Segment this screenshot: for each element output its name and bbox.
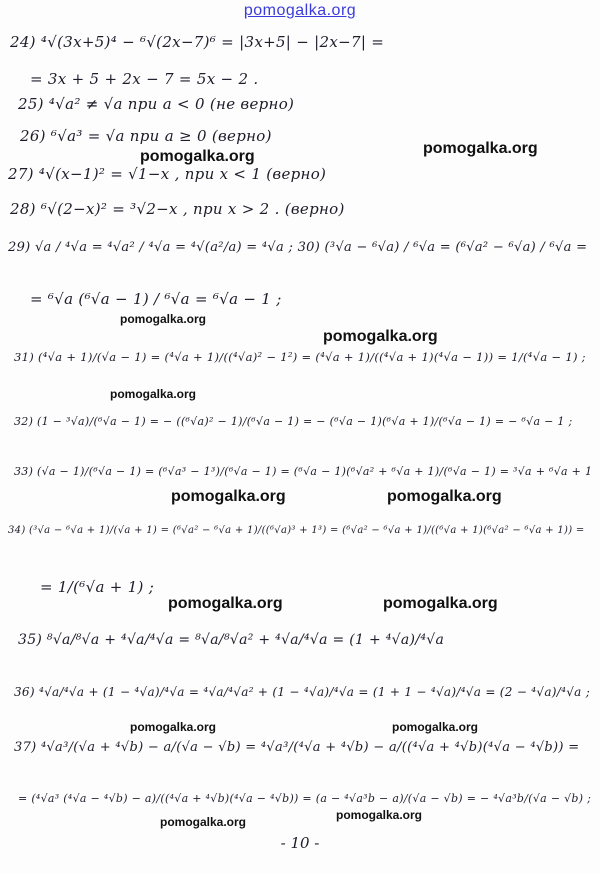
watermark: pomogalka.org: [387, 488, 502, 505]
solution-36: 36) ⁴√a/⁴√a + (1 − ⁴√a)/⁴√a = ⁴√a/⁴√a² + (1 − ⁴√a)/⁴√a = (1 + 1 − ⁴√a)/⁴√a = (2 − ⁴√a)/⁴√a ;: [14, 685, 591, 699]
watermark: pomogalka.org: [336, 808, 423, 822]
solution-26: 26) ⁶√a³ = √a при a ≥ 0 (верно): [20, 127, 272, 145]
watermark: pomogalka.org: [383, 595, 498, 612]
watermark: pomogalka.org: [140, 148, 255, 165]
watermark: pomogalka.org: [171, 488, 286, 505]
solution-29-30: 29) √a / ⁴√a = ⁴√a² / ⁴√a = ⁴√(a²/a) = ⁴√a ; 30) (³√a − ⁶√a) / ⁶√a = (⁶√a² − ⁶√a) / ⁶√a =: [8, 240, 588, 255]
watermark: pomogalka.org: [168, 595, 283, 612]
solution-27: 27) ⁴√(x−1)² = √1−x , при x < 1 (верно): [8, 165, 327, 183]
solution-34: 34) (³√a − ⁶√a + 1)/(√a + 1) = (⁶√a² − ⁶√a + 1)/((⁶√a)³ + 1³) = (⁶√a² − ⁶√a + 1)/((⁶√a + 1)(⁶√a² − ⁶√a + 1)) =: [8, 525, 585, 536]
watermark: pomogalka.org: [423, 140, 538, 157]
solution-37: 37) ⁴√a³/(√a + ⁴√b) − a/(√a − √b) = ⁴√a³/(⁴√a + ⁴√b) − a/((⁴√a + ⁴√b)(⁴√a − ⁴√b)) =: [14, 740, 580, 755]
solution-32: 32) (1 − ³√a)/(⁶√a − 1) = − ((⁶√a)² − 1)/(⁶√a − 1) = − (⁶√a − 1)(⁶√a + 1)/(⁶√a − 1) = − ⁶√a − 1 ;: [14, 415, 573, 428]
solution-25: 25) ⁴√a² ≠ √a при a < 0 (не верно): [18, 95, 295, 113]
solution-34-line-2: = 1/(⁶√a + 1) ;: [40, 578, 155, 596]
watermark: pomogalka.org: [130, 720, 217, 734]
watermark: pomogalka.org: [120, 312, 207, 326]
solution-28: 28) ⁶√(2−x)² = ³√2−x , при x > 2 . (верно): [10, 200, 345, 218]
solution-31: 31) (⁴√a + 1)/(√a − 1) = (⁴√a + 1)/((⁴√a)² − 1²) = (⁴√a + 1)/((⁴√a + 1)(⁴√a − 1)) = 1/(⁴√a − 1) ;: [14, 350, 586, 364]
solution-24-line-1: 24) ⁴√(3x+5)⁴ − ⁶√(2x−7)⁶ = |3x+5| − |2x−7| =: [10, 33, 385, 51]
watermark: pomogalka.org: [110, 387, 197, 401]
solution-30-line-2: = ⁶√a (⁶√a − 1) / ⁶√a = ⁶√a − 1 ;: [30, 290, 282, 308]
page-number: - 10 -: [280, 834, 320, 852]
solution-33: 33) (√a − 1)/(⁶√a − 1) = (⁶√a³ − 1³)/(⁶√a − 1) = (⁶√a − 1)(⁶√a² + ⁶√a + 1)/(⁶√a − 1) = ³√a + ⁶√a + 1: [14, 465, 593, 478]
watermark: pomogalka.org: [160, 815, 247, 829]
site-header-link[interactable]: pomogalka.org: [243, 2, 357, 19]
solution-35: 35) ⁸√a/⁸√a + ⁴√a/⁴√a = ⁸√a/⁸√a² + ⁴√a/⁴√a = (1 + ⁴√a)/⁴√a: [18, 632, 445, 648]
solution-37-line-2: = (⁴√a³ (⁴√a − ⁴√b) − a)/((⁴√a + ⁴√b)(⁴√a − ⁴√b)) = (a − ⁴√a³b − a)/(√a − √b) = − ⁴√a³b/(√a − √b) ;: [18, 792, 592, 805]
watermark: pomogalka.org: [323, 328, 438, 345]
solution-24-line-2: = 3x + 5 + 2x − 7 = 5x − 2 .: [30, 70, 259, 88]
watermark: pomogalka.org: [392, 720, 479, 734]
